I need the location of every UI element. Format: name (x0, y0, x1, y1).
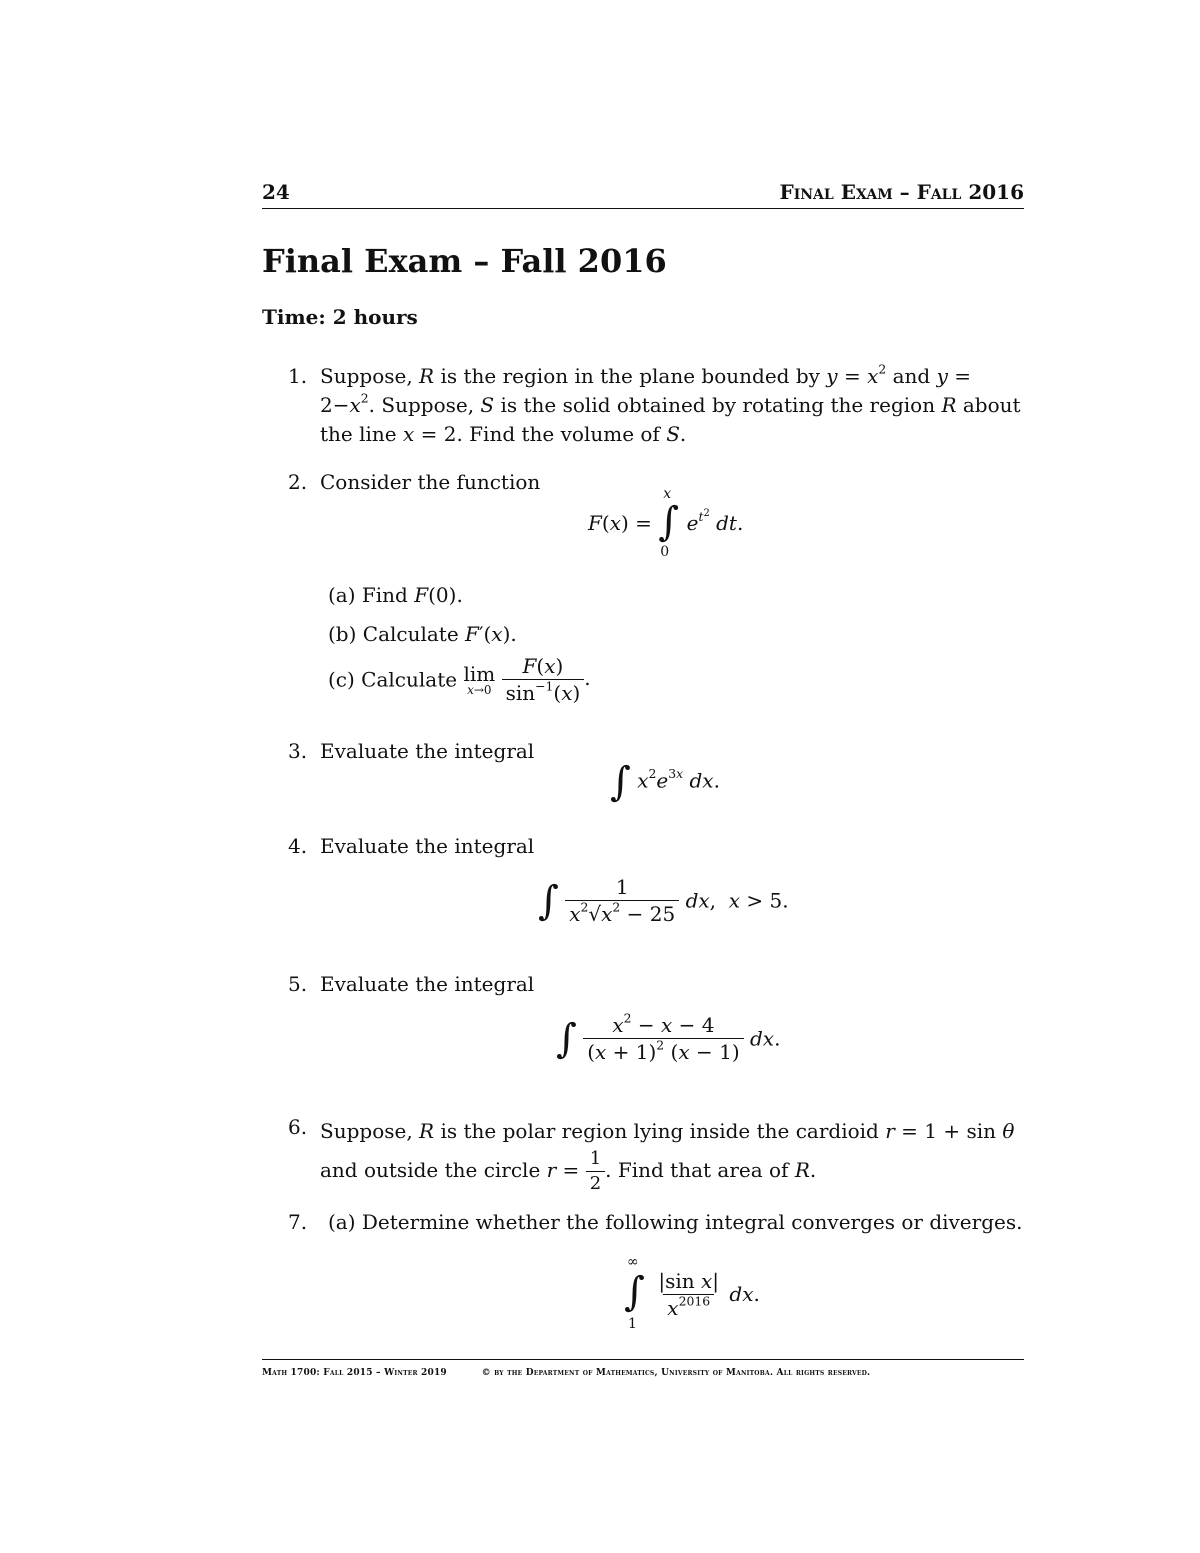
equation-integral-4: ∫ $\frac{1}{x^2√x^2 - 25}$ dx, x > 5. (538, 875, 789, 926)
q1-text-c: and (886, 364, 937, 388)
q1-text-b: is the region in the plane bounded by (434, 364, 827, 388)
question-number: 7. (288, 1210, 308, 1234)
q1-text-e: is the solid obtained by rotating the region (494, 393, 942, 417)
running-title: Final Exam – Fall 2016 (779, 180, 1024, 204)
question-number: 4. (288, 834, 308, 858)
part-label: (c) (328, 667, 355, 692)
question-text: Consider the function (320, 470, 541, 494)
page-title: Final Exam – Fall 2016 (262, 242, 667, 280)
page-number: 24 (262, 180, 290, 204)
question-2b: (b) Calculate F′(x). (328, 622, 517, 646)
equation-integral-3: ∫ $x^2e^{3x}$ dx. (610, 759, 720, 805)
part-label: (a) (328, 1210, 356, 1234)
question-number: 5. (288, 972, 308, 996)
question-number: 2. (288, 470, 308, 494)
q6-text-c: and outside the circle (320, 1157, 547, 1182)
question-text (328, 1208, 1032, 1237)
part-text: Calculate (362, 622, 466, 646)
q6-text-d: . Find that area of (605, 1157, 795, 1182)
question-text: Evaluate the integral (320, 972, 535, 996)
time-label: Time: 2 hours (262, 305, 418, 329)
q6-text-b: is the polar region lying inside the cardioid (434, 1119, 886, 1143)
question-text: Evaluate the integral (320, 834, 535, 858)
q1-text-a: Suppose, (320, 364, 420, 388)
part-text: Find (361, 583, 415, 607)
page-footer (262, 1368, 1024, 1378)
running-header (262, 180, 1024, 209)
equation-F-definition: F(x) = x ∫ 0 $e^{t^2}$ dt. (588, 486, 744, 560)
equation-integral-7: ∞ ∫ 1 $\frac{\text{|sin x|}}{x^{2016}}$ dx. (624, 1254, 760, 1332)
question-number: 3. (288, 739, 308, 763)
question-text: Evaluate the integral (320, 739, 535, 763)
q1-text-f: about the line (320, 393, 1021, 446)
question-2a: (a) Find F(0). (328, 583, 463, 607)
question-text: Suppose, R is the region in the plane bounded by $y = x^2$ and $y = 2-x^2$. Suppose, S is the solid obtained by rotating the region R about the line x = 2. Find the volume of S. (320, 361, 1021, 446)
part-label: (b) (328, 622, 357, 646)
question-2c: (c) Calculate lim x→0 $\frac{F(x)}{\sin^{-1}(x)}$ . (328, 654, 591, 705)
question-number: 6. (288, 1115, 308, 1139)
part-text: Determine whether the following integral converges or diverges. (361, 1210, 1023, 1234)
q1-text-d: Suppose, (381, 393, 481, 417)
part-text: Calculate (361, 667, 464, 692)
question-number: 1. (288, 364, 308, 388)
question-text: Suppose, R is the polar region lying inside the cardioid r = 1 + sin θ and outside the circle r = $\frac{1}{2}$ . Find that area of R. (320, 1119, 1015, 1194)
footer-copyright: © by the Department of Mathematics, University of Manitoba. All rights reserved. (481, 1368, 871, 1378)
q1-text-g: . Find the volume of (456, 422, 667, 446)
footer-course: Math 1700: Fall 2015 – Winter 2019 (262, 1368, 447, 1378)
q6-text-a: Suppose, (320, 1119, 420, 1143)
footer-rule (262, 1359, 1024, 1360)
part-label: (a) (328, 583, 356, 607)
equation-integral-5: ∫ $\frac{x^2 - x - 4}{(x + 1)^2 (x - 1)}$ dx. (556, 1010, 781, 1064)
